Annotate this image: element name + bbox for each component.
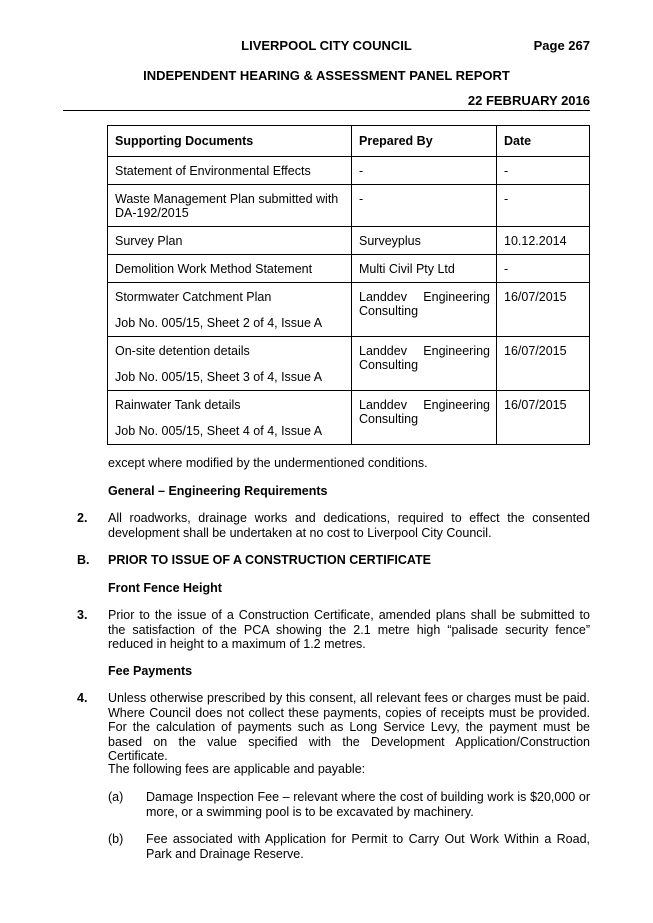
preparer-word: Landdev	[359, 290, 407, 304]
preparer-word: Consulting	[359, 412, 419, 426]
preparer-word: Landdev	[359, 398, 407, 412]
cell-document: Survey Plan	[108, 227, 352, 255]
cell-date: -	[497, 255, 590, 283]
cell-document: Statement of Environmental Effects	[108, 157, 352, 185]
cell-document: Demolition Work Method Statement	[108, 255, 352, 283]
sub-item-a-letter: (a)	[108, 790, 124, 804]
header-rule	[63, 110, 590, 111]
section-b-title: PRIOR TO ISSUE OF A CONSTRUCTION CERTIFICATE	[108, 553, 431, 567]
table-row	[108, 255, 590, 283]
cell-document: Waste Management Plan submitted with DA-192/2015	[108, 185, 352, 227]
document-reference: Job No. 005/15, Sheet 2 of 4, Issue A	[115, 316, 323, 330]
cell-prepared-by	[352, 283, 497, 337]
column-header-documents: Supporting Documents	[108, 126, 352, 157]
cell-prepared-by: Surveyplus	[352, 227, 497, 255]
report-title: INDEPENDENT HEARING & ASSESSMENT PANEL REPORT	[143, 68, 510, 83]
preparer-word: Engineering	[423, 290, 490, 304]
preparer-word: Engineering	[423, 398, 490, 412]
preparer-word: Consulting	[359, 358, 419, 372]
document-reference: Job No. 005/15, Sheet 4 of 4, Issue A	[115, 424, 323, 438]
sub-item-b-letter: (b)	[108, 832, 124, 846]
cell-prepared-by	[352, 337, 497, 391]
except-text: except where modified by the undermentioned conditions.	[108, 456, 428, 470]
table-row	[108, 283, 590, 337]
front-fence-heading: Front Fence Height	[108, 581, 222, 595]
column-header-date: Date	[497, 126, 590, 157]
item-2-text: All roadworks, drainage works and dedications, required to effect the consented development shall be undertaken at no cost to Liverpool City Council.	[108, 511, 590, 540]
cell-document	[108, 283, 352, 337]
table-header-row	[108, 126, 590, 157]
cell-date: 10.12.2014	[497, 227, 590, 255]
document-title: Stormwater Catchment Plan	[115, 290, 272, 304]
report-date: 22 FEBRUARY 2016	[467, 93, 590, 108]
cell-prepared-by: Multi Civil Pty Ltd	[352, 255, 497, 283]
document-title: On-site detention details	[115, 344, 250, 358]
table-row	[108, 337, 590, 391]
cell-prepared-by: -	[352, 185, 497, 227]
column-header-prepared-by: Prepared By	[352, 126, 497, 157]
cell-date: 16/07/2015	[497, 337, 590, 391]
cell-document	[108, 391, 352, 445]
fees-intro-text: The following fees are applicable and payable:	[108, 762, 366, 776]
cell-prepared-by: -	[352, 157, 497, 185]
item-2-number: 2.	[77, 511, 88, 525]
page-number: Page 267	[533, 38, 590, 53]
cell-date: -	[497, 185, 590, 227]
preparer-word: Landdev	[359, 344, 407, 358]
document-title: Rainwater Tank details	[115, 398, 241, 412]
table-row	[108, 157, 590, 185]
cell-date: 16/07/2015	[497, 391, 590, 445]
item-4-text: Unless otherwise prescribed by this consent, all relevant fees or charges must be paid. Where Council does not collect these payments, copies of receipts must be provided. For the calculation of payments such as Long Service Levy, the payment must be based on the value specified with the Development Application/Construction Certificate.	[108, 691, 590, 763]
preparer-word: Engineering	[423, 344, 490, 358]
item-3-text: Prior to the issue of a Construction Certificate, amended plans shall be submitted to the satisfaction of the PCA showing the 2.1 metre high “palisade security fence” reduced in height to a maximum of 1.2 metres.	[108, 608, 590, 651]
sub-item-b-text: Fee associated with Application for Permit to Carry Out Work Within a Road, Park and Drainage Reserve.	[146, 832, 590, 861]
section-b-letter: B.	[77, 553, 90, 567]
table-row	[108, 227, 590, 255]
sub-item-a-text: Damage Inspection Fee – relevant where the cost of building work is $20,000 or more, or a swimming pool is to be excavated by machinery.	[146, 790, 590, 819]
preparer-word: Consulting	[359, 304, 419, 318]
general-engineering-heading: General – Engineering Requirements	[108, 484, 328, 498]
cell-date: -	[497, 157, 590, 185]
item-3-number: 3.	[77, 608, 88, 622]
supporting-documents-table	[107, 125, 590, 445]
council-name: LIVERPOOL CITY COUNCIL	[241, 38, 412, 53]
cell-date: 16/07/2015	[497, 283, 590, 337]
cell-document	[108, 337, 352, 391]
cell-prepared-by	[352, 391, 497, 445]
fee-payments-heading: Fee Payments	[108, 664, 193, 678]
table-row	[108, 185, 590, 227]
item-4-number: 4.	[77, 691, 88, 705]
table-row	[108, 391, 590, 445]
document-reference: Job No. 005/15, Sheet 3 of 4, Issue A	[115, 370, 323, 384]
